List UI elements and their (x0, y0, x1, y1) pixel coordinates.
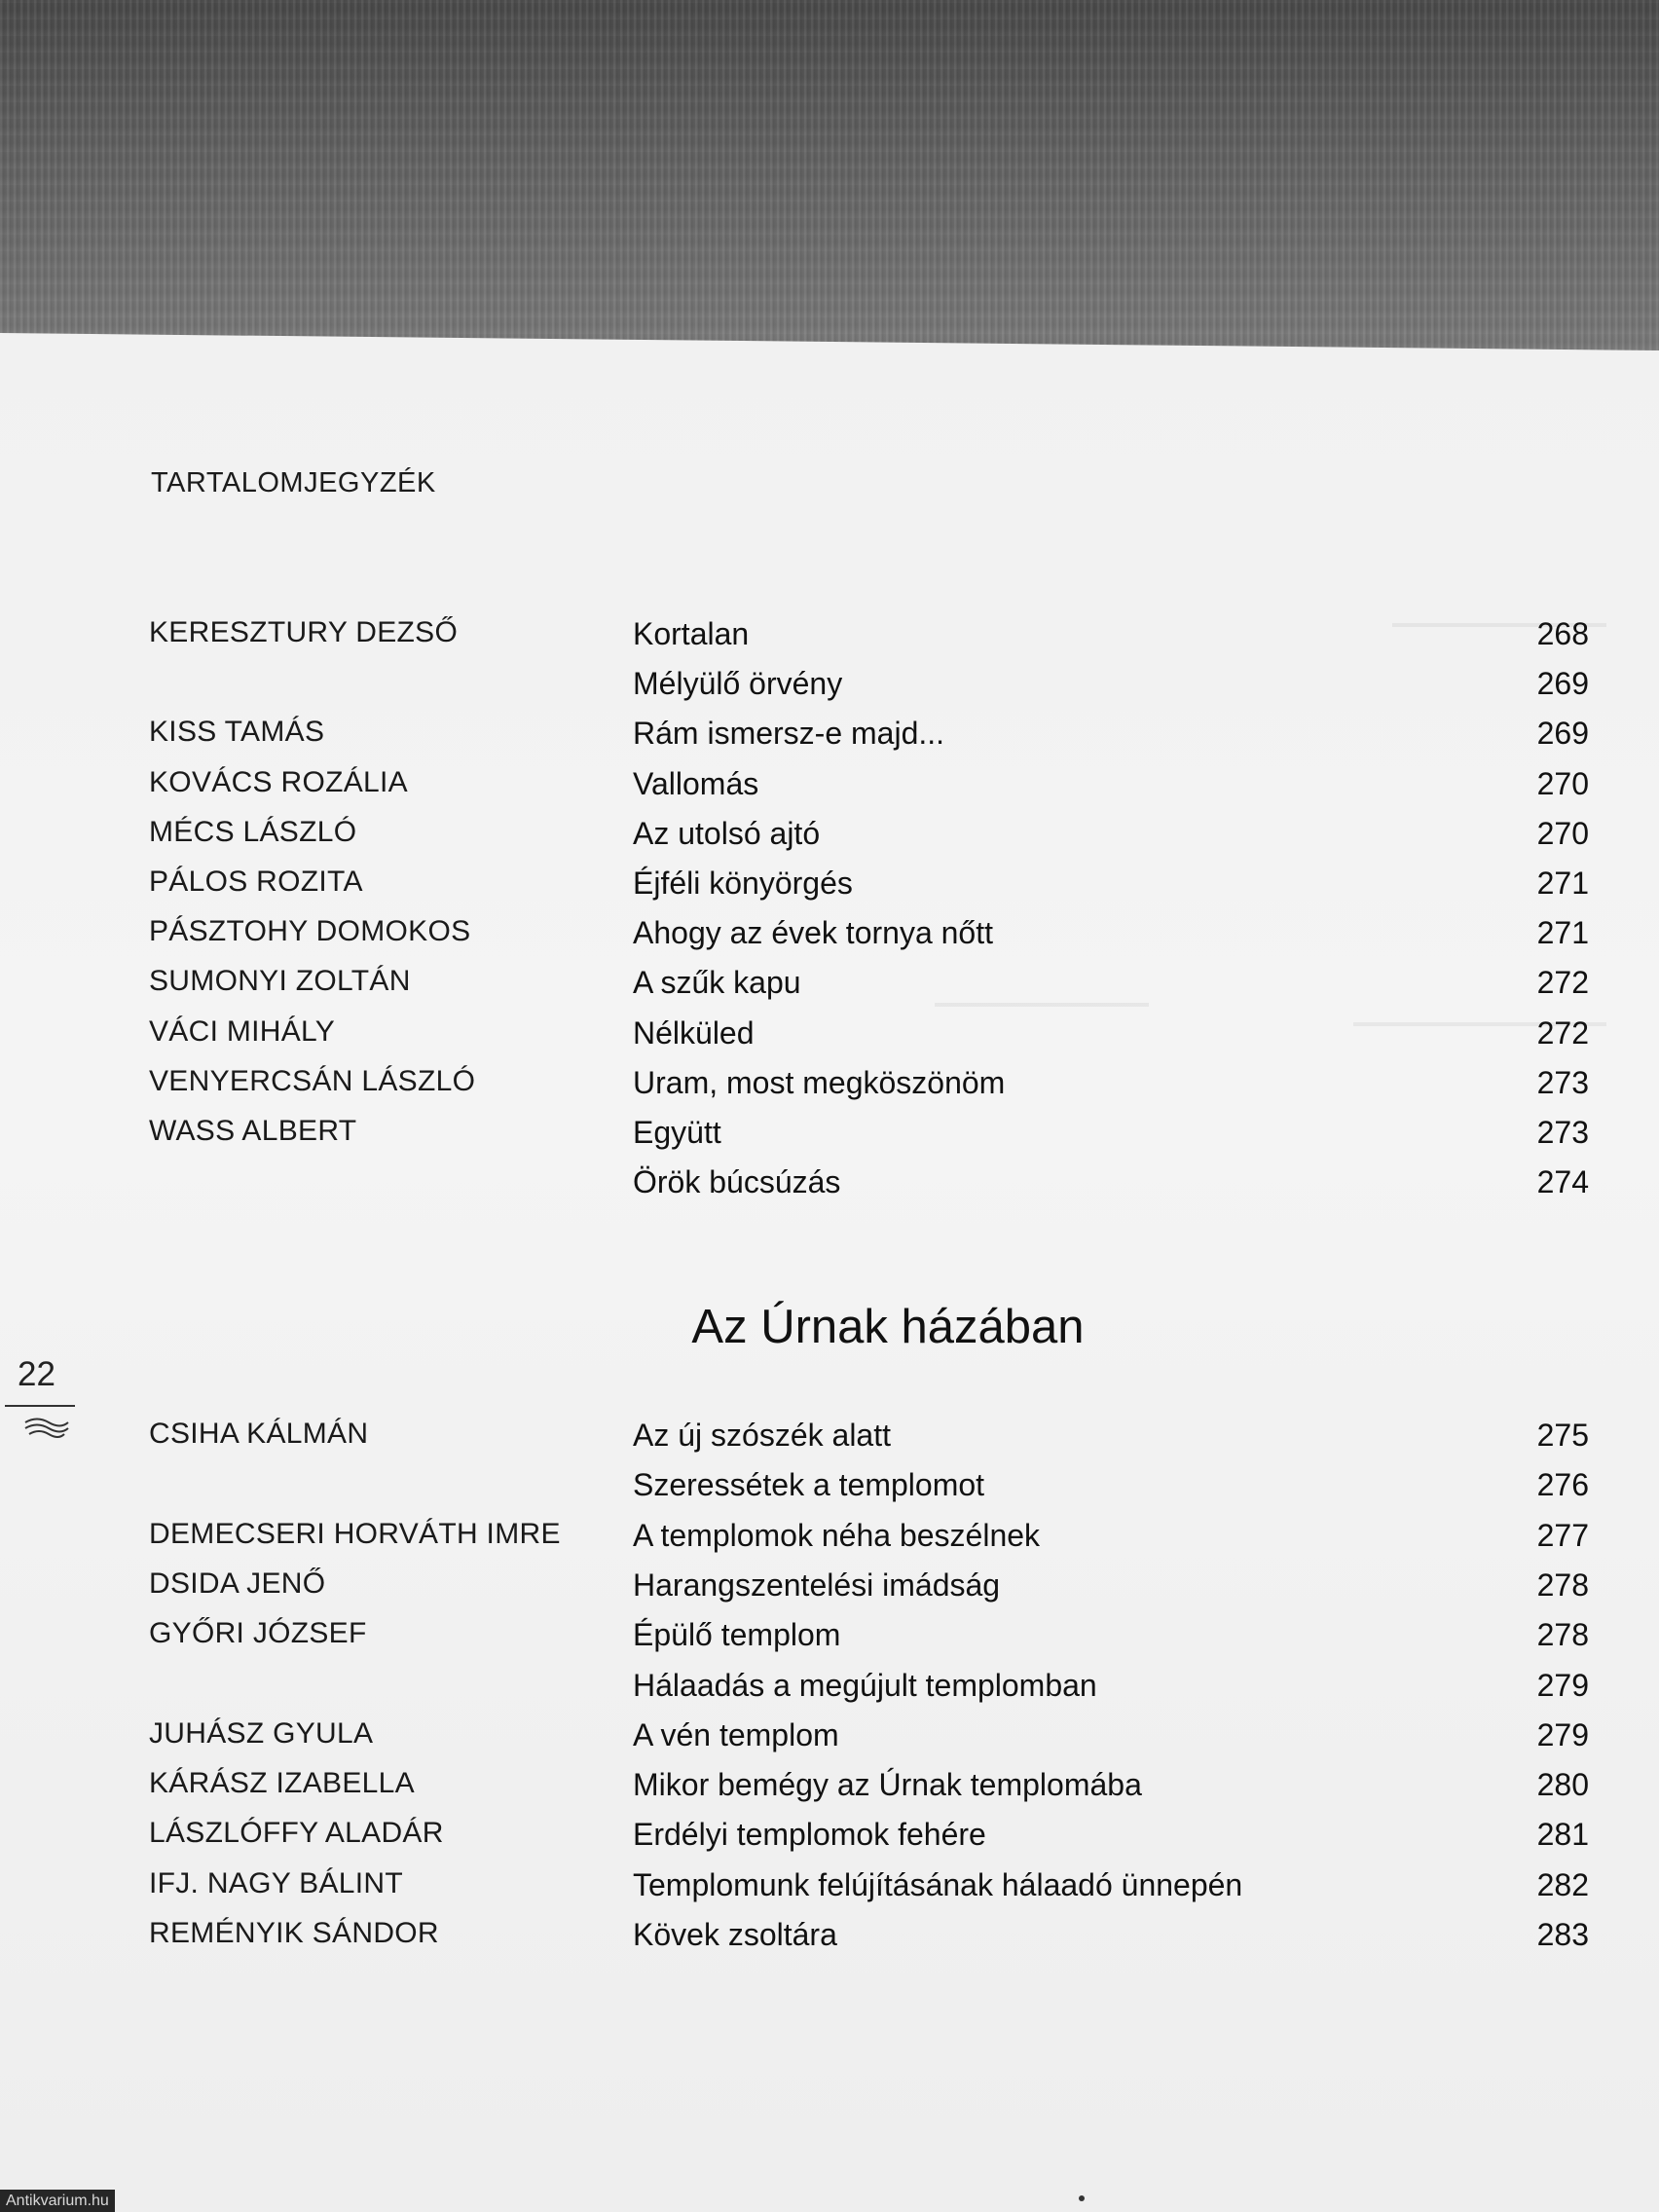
entry-title: Vallomás (633, 765, 759, 801)
toc-entry (0, 666, 1659, 709)
toc-entry (0, 1617, 1659, 1660)
entry-author: KOVÁCS ROZÁLIA (149, 765, 408, 798)
entry-author: JUHÁSZ GYULA (149, 1716, 374, 1750)
entry-title: Nélküled (633, 1014, 755, 1051)
entry-author: REMÉNYIK SÁNDOR (149, 1917, 439, 1949)
entry-title: Mélyülő örvény (633, 666, 843, 702)
entry-author: MÉCS LÁSZLÓ (149, 815, 357, 848)
entry-title: Harangszentelési imádság (633, 1567, 1001, 1603)
page-number-rule (5, 1405, 75, 1407)
toc-entry (0, 1767, 1659, 1810)
entry-title: Épülő templom (633, 1617, 841, 1653)
toc-entry (0, 915, 1659, 958)
entry-author: GYŐRI JÓZSEF (149, 1617, 367, 1650)
entry-title: Az utolsó ajtó (633, 815, 821, 851)
contents-header: TARTALOMJEGYZÉK (151, 467, 436, 498)
section-heading: Az Úrnak házában (691, 1301, 1085, 1353)
entry-author: PÁSZTOHY DOMOKOS (149, 915, 471, 948)
toc-entry (0, 1467, 1659, 1510)
background-surface (0, 0, 1659, 350)
entry-title: Erdélyi templomok fehére (633, 1817, 986, 1853)
wave-ornament-icon (23, 1417, 70, 1438)
entry-title: A vén templom (633, 1716, 839, 1752)
entry-page-number: 283 (1536, 1917, 1589, 1952)
entry-title: Templomunk felújításának hálaadó ünnepén (633, 1866, 1243, 1902)
toc-entry (0, 816, 1659, 859)
entry-title: Kövek zsoltára (633, 1917, 837, 1952)
entry-page-number: 278 (1536, 1617, 1589, 1653)
entry-title: Együtt (633, 1115, 721, 1150)
page-number: 22 (18, 1355, 55, 1393)
entry-title: A templomok néha beszélnek (633, 1517, 1041, 1553)
entry-page-number: 269 (1536, 716, 1589, 752)
entry-title: A szűk kapu (633, 965, 801, 1001)
entry-title: Ahogy az évek tornya nőtt (633, 915, 993, 951)
toc-entry (0, 1668, 1659, 1711)
toc-entry (0, 1015, 1659, 1058)
entry-author: PÁLOS ROZITA (149, 866, 363, 898)
entry-title: Szeressétek a templomot (633, 1467, 985, 1503)
entry-author: DSIDA JENŐ (149, 1567, 326, 1600)
toc-entry (0, 1418, 1659, 1460)
entry-page-number: 273 (1536, 1064, 1589, 1100)
entry-page-number: 274 (1536, 1164, 1589, 1200)
toc-entry (0, 1867, 1659, 1910)
watermark: Antikvarium.hu (0, 2190, 115, 2212)
page-mark (1079, 2195, 1085, 2201)
entry-author: KISS TAMÁS (149, 716, 325, 749)
toc-entry (0, 616, 1659, 659)
toc-entry (0, 965, 1659, 1008)
toc-entry (0, 1917, 1659, 1960)
entry-author: WASS ALBERT (149, 1115, 357, 1147)
entry-page-number: 269 (1536, 666, 1589, 702)
toc-entry (0, 1817, 1659, 1860)
entry-page-number: 270 (1536, 765, 1589, 801)
entry-page-number: 272 (1536, 1014, 1589, 1051)
entry-title: Kortalan (633, 616, 750, 651)
entry-page-number: 271 (1536, 915, 1589, 951)
entry-author: CSIHA KÁLMÁN (149, 1418, 369, 1450)
toc-entry (0, 1065, 1659, 1108)
entry-page-number: 276 (1536, 1467, 1589, 1503)
entry-author: IFJ. NAGY BÁLINT (149, 1866, 403, 1899)
toc-entry (0, 866, 1659, 908)
entry-title: Uram, most megköszönöm (633, 1064, 1006, 1100)
entry-page-number: 281 (1536, 1817, 1589, 1853)
toc-entry (0, 1115, 1659, 1158)
toc-entry (0, 1717, 1659, 1760)
entry-author: SUMONYI ZOLTÁN (149, 965, 411, 998)
entry-page-number: 271 (1536, 866, 1589, 901)
entry-author: KÁRÁSZ IZABELLA (149, 1767, 415, 1800)
entry-page-number: 273 (1536, 1115, 1589, 1150)
entry-title: Rám ismersz-e majd... (633, 716, 945, 752)
entry-title: Örök búcsúzás (633, 1164, 841, 1200)
entry-title: Éjféli könyörgés (633, 866, 853, 901)
toc-entry (0, 1518, 1659, 1561)
entry-author: VÁCI MIHÁLY (149, 1014, 336, 1048)
entry-title: Hálaadás a megújult templomban (633, 1667, 1097, 1703)
toc-entry (0, 1567, 1659, 1610)
entry-page-number: 279 (1536, 1667, 1589, 1703)
entry-page-number: 279 (1536, 1716, 1589, 1752)
entry-page-number: 277 (1536, 1517, 1589, 1553)
entry-author: DEMECSERI HORVÁTH IMRE (149, 1517, 561, 1550)
entry-page-number: 278 (1536, 1567, 1589, 1603)
entry-author: LÁSZLÓFFY ALADÁR (149, 1817, 444, 1850)
entry-author: KERESZTURY DEZSŐ (149, 616, 459, 648)
toc-entry (0, 766, 1659, 809)
entry-page-number: 268 (1536, 616, 1589, 651)
entry-page-number: 275 (1536, 1418, 1589, 1453)
entry-title: Az új szószék alatt (633, 1418, 891, 1453)
entry-page-number: 272 (1536, 965, 1589, 1001)
entry-page-number: 270 (1536, 815, 1589, 851)
toc-entry (0, 716, 1659, 758)
entry-page-number: 282 (1536, 1866, 1589, 1902)
entry-page-number: 280 (1536, 1767, 1589, 1803)
entry-author: VENYERCSÁN LÁSZLÓ (149, 1064, 476, 1097)
toc-entry (0, 1164, 1659, 1207)
entry-title: Mikor bemégy az Úrnak templomába (633, 1767, 1142, 1803)
